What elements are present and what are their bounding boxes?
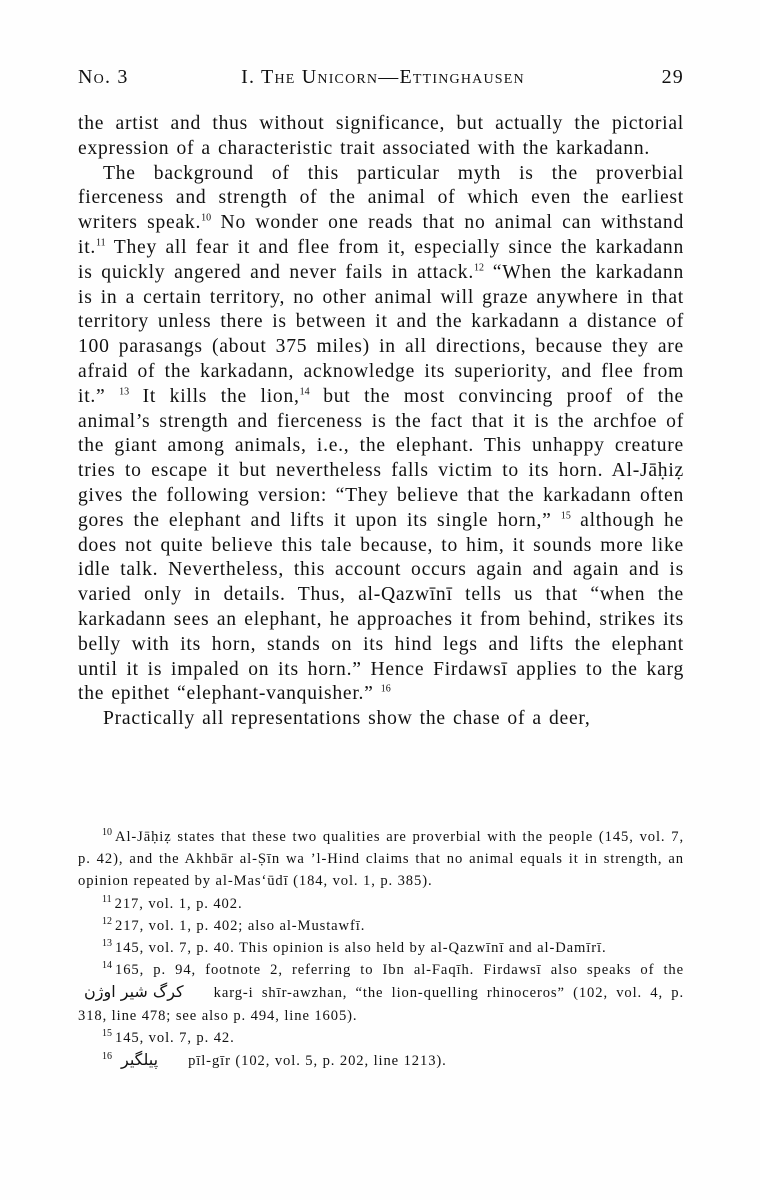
footnote-14 [78, 959, 684, 1027]
footnote-ref-15[interactable]: 15 [560, 510, 571, 522]
paragraph-2-text-g: although he does not quite believe this tale because, to him, it sounds more like idle talk. Nevertheless, this account occurs again and again and is varied only in details. Thus, al-Qazwīnī tells us that “when the karkadann sees an elephant, he approaches it from behind, strikes its belly with its horn, stands on its hind legs and lifts the elephant until it is impaled on its horn.” Hence Firdawsī applies to the karg the epithet “elephant-vanquisher.” [78, 509, 684, 705]
footnote-ref-12[interactable]: 12 [474, 262, 484, 274]
paragraph-myth [78, 162, 684, 708]
footnote-ref-10[interactable]: 10 [201, 212, 212, 224]
paragraph-2-text-d: “When the karkadann is in a certain territory, no other animal will graze anywhere in that territory unless there is between it and the karkadann a distance of 100 parasangs (about 375 miles) in all directions, because they are afraid of the karkadann, acknowledge its superiority, and flee from it.” [78, 261, 684, 407]
footnote-text: 145, vol. 7, p. 40. This opinion is also held by al-Qazwīnī and al-Damīrī. [115, 940, 607, 957]
paragraph-2-text-b: No wonder one reads that no animal can withstand it. [78, 212, 684, 258]
footnote-text-b: karg-i shīr-awzhan, “the lion-quelling rhinoceros” (102, vol. 4, p. 318, line 478; see also p. 494, line 1605). [78, 985, 684, 1024]
footnote-ref-11[interactable]: 11 [96, 237, 106, 249]
footnote-text: 217, vol. 1, p. 402. [114, 895, 243, 912]
footnote-ref-13[interactable]: 13 [119, 386, 130, 398]
issue-number: No. 3 [78, 66, 129, 88]
persian-phrase: پیلگیر [121, 1050, 159, 1070]
paragraph-2-text-c: They all fear it and flee from it, especially since the karkadann is quickly angered and never fails in attack. [78, 236, 684, 283]
footnote-11 [78, 893, 684, 915]
paragraph-continuation [78, 112, 684, 162]
footnote-text: pīl-gīr (102, vol. 5, p. 202, line 1213). [188, 1053, 447, 1070]
page-number: 29 [661, 66, 684, 88]
footnote-text: 145, vol. 7, p. 42. [115, 1029, 235, 1046]
persian-phrase: کرگ شیر اوژن [84, 982, 184, 1002]
paragraph-3-text: Practically all representations show the chase of a deer, [103, 708, 591, 730]
footnote-number: 11 [102, 893, 112, 905]
running-header [78, 66, 684, 96]
footnote-text-a: 165, p. 94, footnote 2, referring to Ibn al-Faqīh. Firdawsī also speaks of the [115, 962, 684, 979]
paragraph-2-text-f: but the most convincing proof of the animal’s strength and fierceness is the fact that it is the archfoe of the giant among animals, i.e., the elephant. This unhappy creature tries to escape it but nevertheless falls victim to its horn. Al-Jāḥiẓ gives the following version: “They believe that the karkadann often gores the elephant and lifts it upon its single horn,” [78, 385, 684, 531]
footnote-number: 16 [102, 1051, 112, 1063]
paragraph-2-text-a: The background of this particular myth is the proverbial fierceness and strength of the animal of which even the earliest writers speak. [78, 162, 684, 234]
main-text [78, 112, 684, 812]
footnote-text: Al-Jāḥiẓ states that these two qualities are proverbial with the people (145, vol. 7, p. 42), and the Akhbār al-Ṣīn wa ’l-Hind claims that no animal equals it in strength, an opinion repeated by al-Mas‘ūdī (184, vol. 1, p. 385). [78, 829, 684, 890]
footnote-10 [78, 826, 684, 893]
paragraph-2-text-e: It kills the lion, [129, 385, 300, 407]
footnote-ref-14[interactable]: 14 [299, 386, 310, 398]
footnote-15 [78, 1027, 684, 1049]
footnote-number: 14 [102, 960, 112, 972]
footnote-number: 15 [102, 1027, 112, 1039]
footnote-text: 217, vol. 1, p. 402; also al-Mustawfī. [115, 917, 366, 934]
footnote-ref-16[interactable]: 16 [380, 683, 391, 695]
footnote-13 [78, 937, 684, 959]
footnote-number: 10 [102, 827, 112, 839]
footnote-number: 12 [102, 915, 112, 927]
paragraph-representations [78, 707, 684, 732]
footnote-number: 13 [102, 938, 112, 950]
footnotes [78, 826, 684, 1070]
running-title: I. The Unicorn—Ettinghausen [241, 66, 525, 88]
paragraph-1-text: the artist and thus without significance, but actually the pictorial expression of a characteristic trait associated with the karkadann. [78, 113, 684, 159]
footnote-16 [78, 1049, 684, 1072]
footnote-12 [78, 915, 684, 937]
